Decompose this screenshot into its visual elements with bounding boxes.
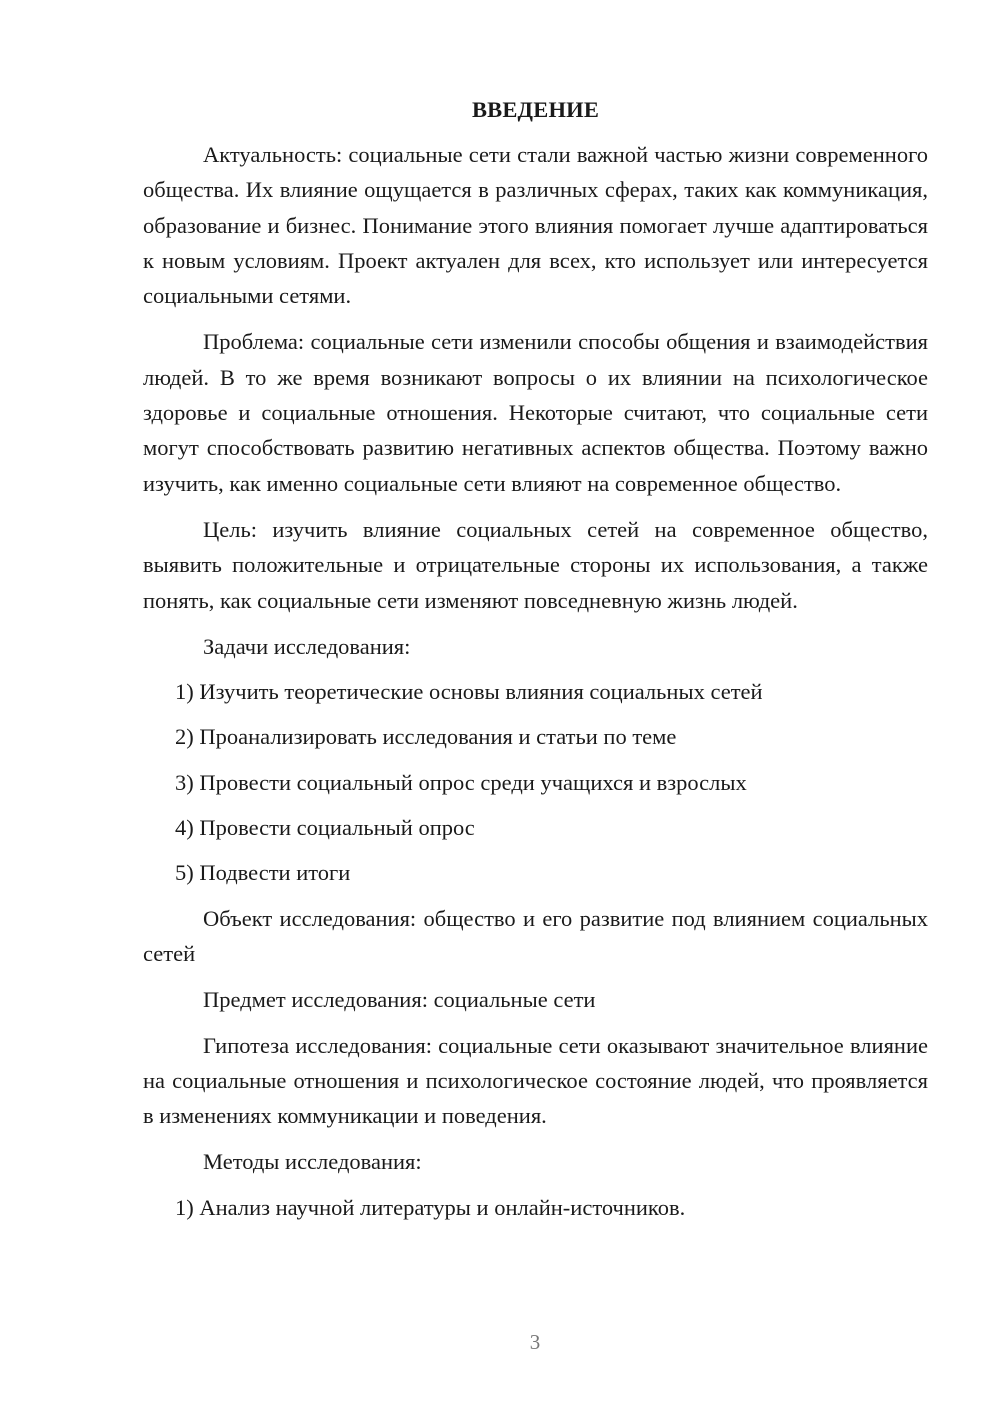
page-content [143,92,928,1235]
page-number: 3 [529,1330,541,1354]
goal-paragraph: Цель: изучить влияние социальных сетей на современное общество, выявить положительные и отрицательные стороны их использования, а также понять, как социальные сети изменяют повседневную жизнь людей. [143,516,928,613]
list-item: 2) Проанализировать исследования и статьи по теме [175,724,677,750]
methods-heading: Методы исследования: [203,1149,422,1175]
tasks-heading: Задачи исследования: [203,633,411,659]
tasks-list [143,674,928,890]
section-title: ВВЕДЕНИЕ [471,97,600,122]
list-item: 1) Изучить теоретические основы влияния социальных сетей [175,679,763,705]
object-paragraph: Объект исследования: общество и его развитие под влиянием социальных сетей [143,905,928,966]
subject-paragraph: Предмет исследования: социальные сети [203,987,596,1013]
hypothesis-paragraph: Гипотеза исследования: социальные сети оказывают значительное влияние на социальные отношения и психологическое состояние людей, что проявляется в изменениях коммуникации и поведения. [143,1032,928,1129]
list-item: 4) Провести социальный опрос [175,815,475,841]
list-item: 3) Провести социальный опрос среди учащихся и взрослых [175,769,747,795]
list-item: 1) Анализ научной литературы и онлайн-источников. [175,1194,686,1220]
relevance-paragraph: Актуальность: социальные сети стали важной частью жизни современного общества. Их влияние ощущается в различных сферах, таких как коммуникация, образование и бизнес. Понимание этого влияния помогает лучше адаптироваться к новым условиям. Проект актуален для всех, кто использует или интересуется социальными сетями. [143,142,928,309]
problem-paragraph: Проблема: социальные сети изменили способы общения и взаимодействия людей. В то же время возникают вопросы о их влиянии на психологическое здоровье и социальные отношения. Некоторые считают, что социальные сети могут способствовать развитию негативных аспектов общества. Поэтому важно изучить, как именно социальные сети влияют на современное общество. [143,329,928,496]
list-item: 5) Подвести итоги [175,860,351,886]
methods-list [143,1190,928,1225]
